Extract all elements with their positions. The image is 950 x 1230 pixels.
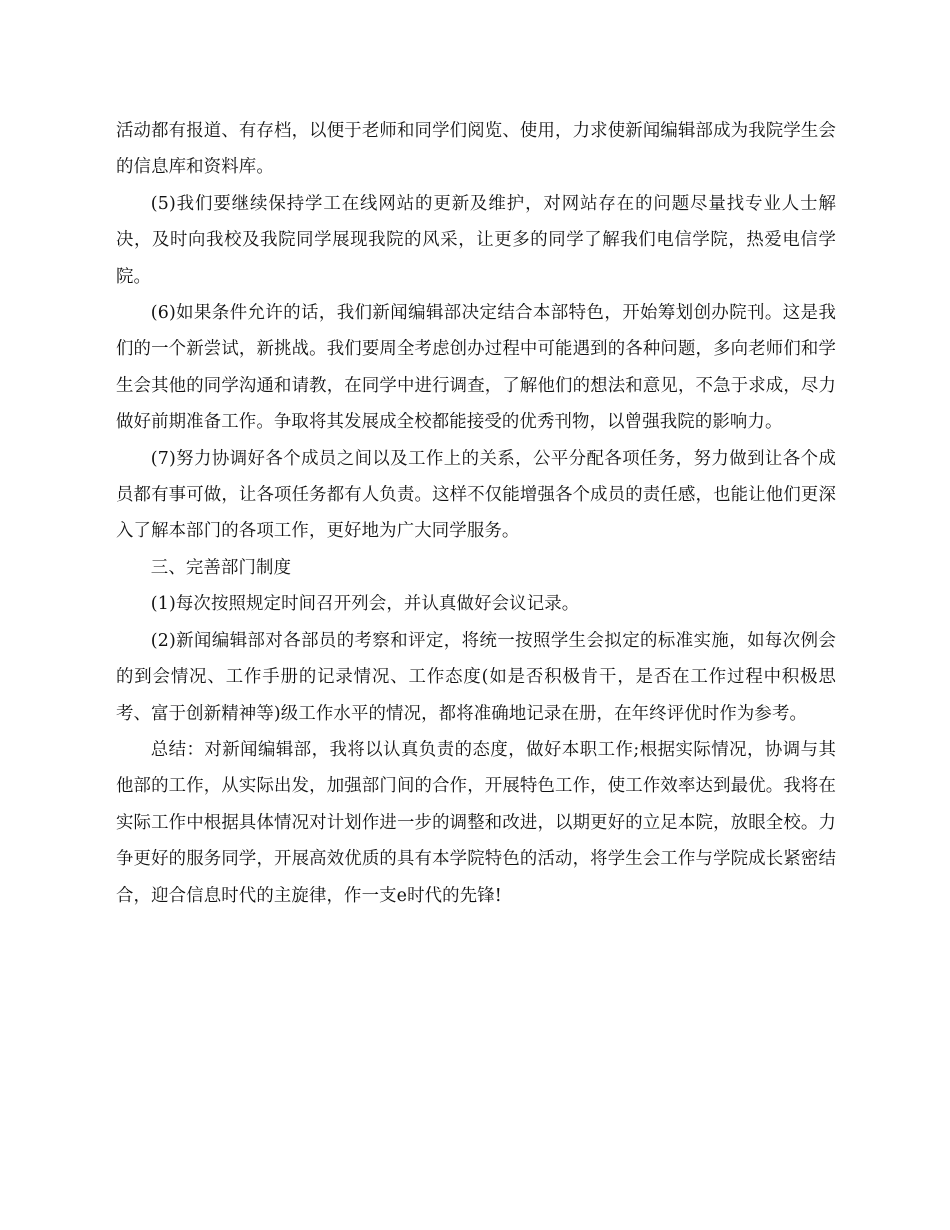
document-body bbox=[116, 113, 836, 914]
paragraph-item-6: (6)如果条件允许的话，我们新闻编辑部决定结合本部特色，开始筹划创办院刊。这是我们的一个新尝试，新挑战。我们要周全考虑创办过程中可能遇到的各种问题，多向老师们和学生会其他的同学沟通和请教，在同学中进行调查，了解他们的想法和意见，不急于求成，尽力做好前期准备工作。争取将其发展成全校都能接受的优秀刊物，以曾强我院的影响力。 bbox=[116, 303, 836, 433]
paragraph-continuation: 活动都有报道、有存档，以便于老师和同学们阅览、使用，力求使新闻编辑部成为我院学生会的信息库和资料库。 bbox=[116, 121, 836, 178]
paragraph-item-7: (7)努力协调好各个成员之间以及工作上的关系，公平分配各项任务，努力做到让各个成员都有事可做，让各项任务都有人负责。这样不仅能增强各个成员的责任感，也能让他们更深入了解本部门的各项工作，更好地为广大同学服务。 bbox=[116, 448, 836, 542]
paragraph-summary: 总结：对新闻编辑部，我将以认真负责的态度，做好本职工作;根据实际情况，协调与其他部的工作，从实际出发，加强部门间的合作，开展特色工作，使工作效率达到最优。我将在实际工作中根据具体情况对计划作进一步的调整和改进，以期更好的立足本院，放眼全校。力争更好的服务同学，开展高效优质的具有本学院特色的活动，将学生会工作与学院成长紧密结合，迎合信息时代的主旋律，作一支e时代的先锋! bbox=[116, 739, 836, 906]
paragraph-rule-2: (2)新闻编辑部对各部员的考察和评定，将统一按照学生会拟定的标准实施，如每次例会的到会情况、工作手册的记录情况、工作态度(如是否积极肯干，是否在工作过程中积极思考、富于创新精神等)级工作水平的情况，都将准确地记录在册，在年终评优时作为参考。 bbox=[116, 630, 836, 724]
paragraph-item-5: (5)我们要继续保持学工在线网站的更新及维护，对网站存在的问题尽量找专业人士解决，及时向我校及我院同学展现我院的风采，让更多的同学了解我们电信学院，热爱电信学院。 bbox=[116, 193, 836, 287]
paragraph-rule-1: (1)每次按照规定时间召开列会，并认真做好会议记录。 bbox=[150, 594, 580, 615]
section-heading-3: 三、完善部门制度 bbox=[150, 557, 292, 578]
